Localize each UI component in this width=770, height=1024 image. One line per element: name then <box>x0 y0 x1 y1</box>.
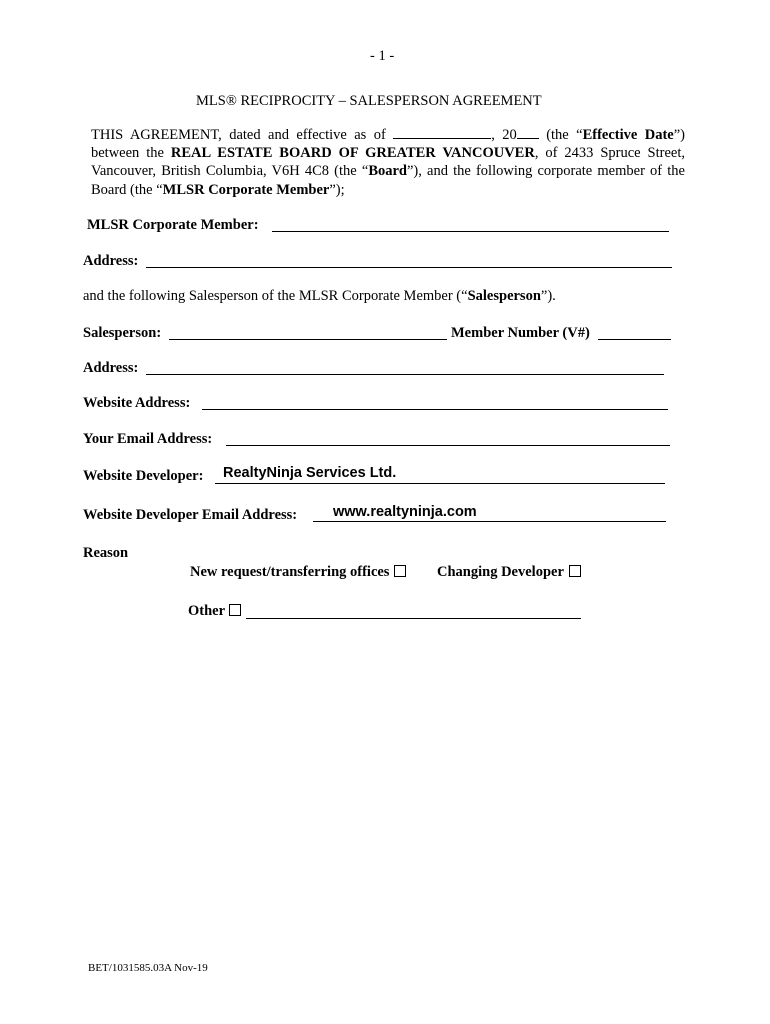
document-title: MLS® RECIPROCITY – SALESPERSON AGREEMENT <box>196 93 542 109</box>
website-developer-value[interactable]: RealtyNinja Services Ltd. <box>223 465 397 481</box>
reason-new-request[interactable] <box>190 564 406 581</box>
address-field-1[interactable] <box>146 253 672 268</box>
salesperson-label: Salesperson: <box>83 325 162 341</box>
intro-text-1: THIS AGREEMENT, dated and effective as of <box>91 127 386 143</box>
address-label-2: Address: <box>83 360 139 376</box>
reason-new-request-label: New request/transferring offices <box>190 564 390 580</box>
intro-text-4: ”) between the <box>91 127 686 162</box>
address-field-2[interactable] <box>146 360 664 375</box>
date-blank[interactable] <box>393 127 491 139</box>
intro-text-6: ”), and the following corporate member of the Board (the “ <box>91 163 685 198</box>
developer-email-value[interactable]: www.realtyninja.com <box>333 504 477 520</box>
member-number-field[interactable] <box>598 325 671 340</box>
your-email-label: Your Email Address: <box>83 431 213 447</box>
reason-label: Reason <box>83 545 129 561</box>
other-checkbox[interactable] <box>229 604 241 616</box>
your-email-field[interactable] <box>226 431 670 446</box>
new-request-checkbox[interactable] <box>394 565 406 577</box>
page-number: - 1 - <box>370 48 395 64</box>
board-name: REAL ESTATE BOARD OF GREATER VANCOUVER <box>170 145 535 162</box>
reason-other[interactable] <box>188 603 241 620</box>
member-number-label: Member Number (V#) <box>451 325 590 341</box>
corporate-member-field[interactable] <box>272 217 669 232</box>
reason-other-label: Other <box>188 603 226 619</box>
salesperson-intro-a: and the following Salesperson of the MLSR Corporate Member (“ <box>83 288 468 304</box>
other-reason-field[interactable] <box>246 603 581 619</box>
developer-email-label: Website Developer Email Address: <box>83 507 298 523</box>
corporate-member-label: MLSR Corporate Member: <box>87 217 259 233</box>
intro-text-3: (the “ <box>538 127 583 143</box>
website-address-label: Website Address: <box>83 395 191 411</box>
year-blank[interactable] <box>517 127 539 139</box>
reason-changing-developer[interactable] <box>437 564 581 581</box>
effective-date-term: Effective Date <box>582 127 674 143</box>
website-address-field[interactable] <box>202 395 668 410</box>
footer-reference: BET/1031585.03A Nov-19 <box>88 962 208 974</box>
intro-text-2: , 20 <box>491 127 517 143</box>
salesperson-intro-c: ”). <box>540 288 556 304</box>
intro-text-5: , of 2433 Spruce Street, Vancouver, British Columbia, V6H 4C8 (the “ <box>91 145 685 180</box>
changing-developer-checkbox[interactable] <box>569 565 581 577</box>
mlsr-member-term: MLSR Corporate Member <box>162 181 330 198</box>
salesperson-intro <box>83 288 556 305</box>
website-developer-label: Website Developer: <box>83 468 204 484</box>
intro-text-7: ”); <box>329 181 345 198</box>
salesperson-term: Salesperson <box>467 288 541 304</box>
reason-changing-developer-label: Changing Developer <box>437 564 564 580</box>
intro-paragraph <box>91 126 685 199</box>
salesperson-field[interactable] <box>169 325 447 340</box>
address-label-1: Address: <box>83 253 139 269</box>
board-term: Board <box>368 163 407 180</box>
